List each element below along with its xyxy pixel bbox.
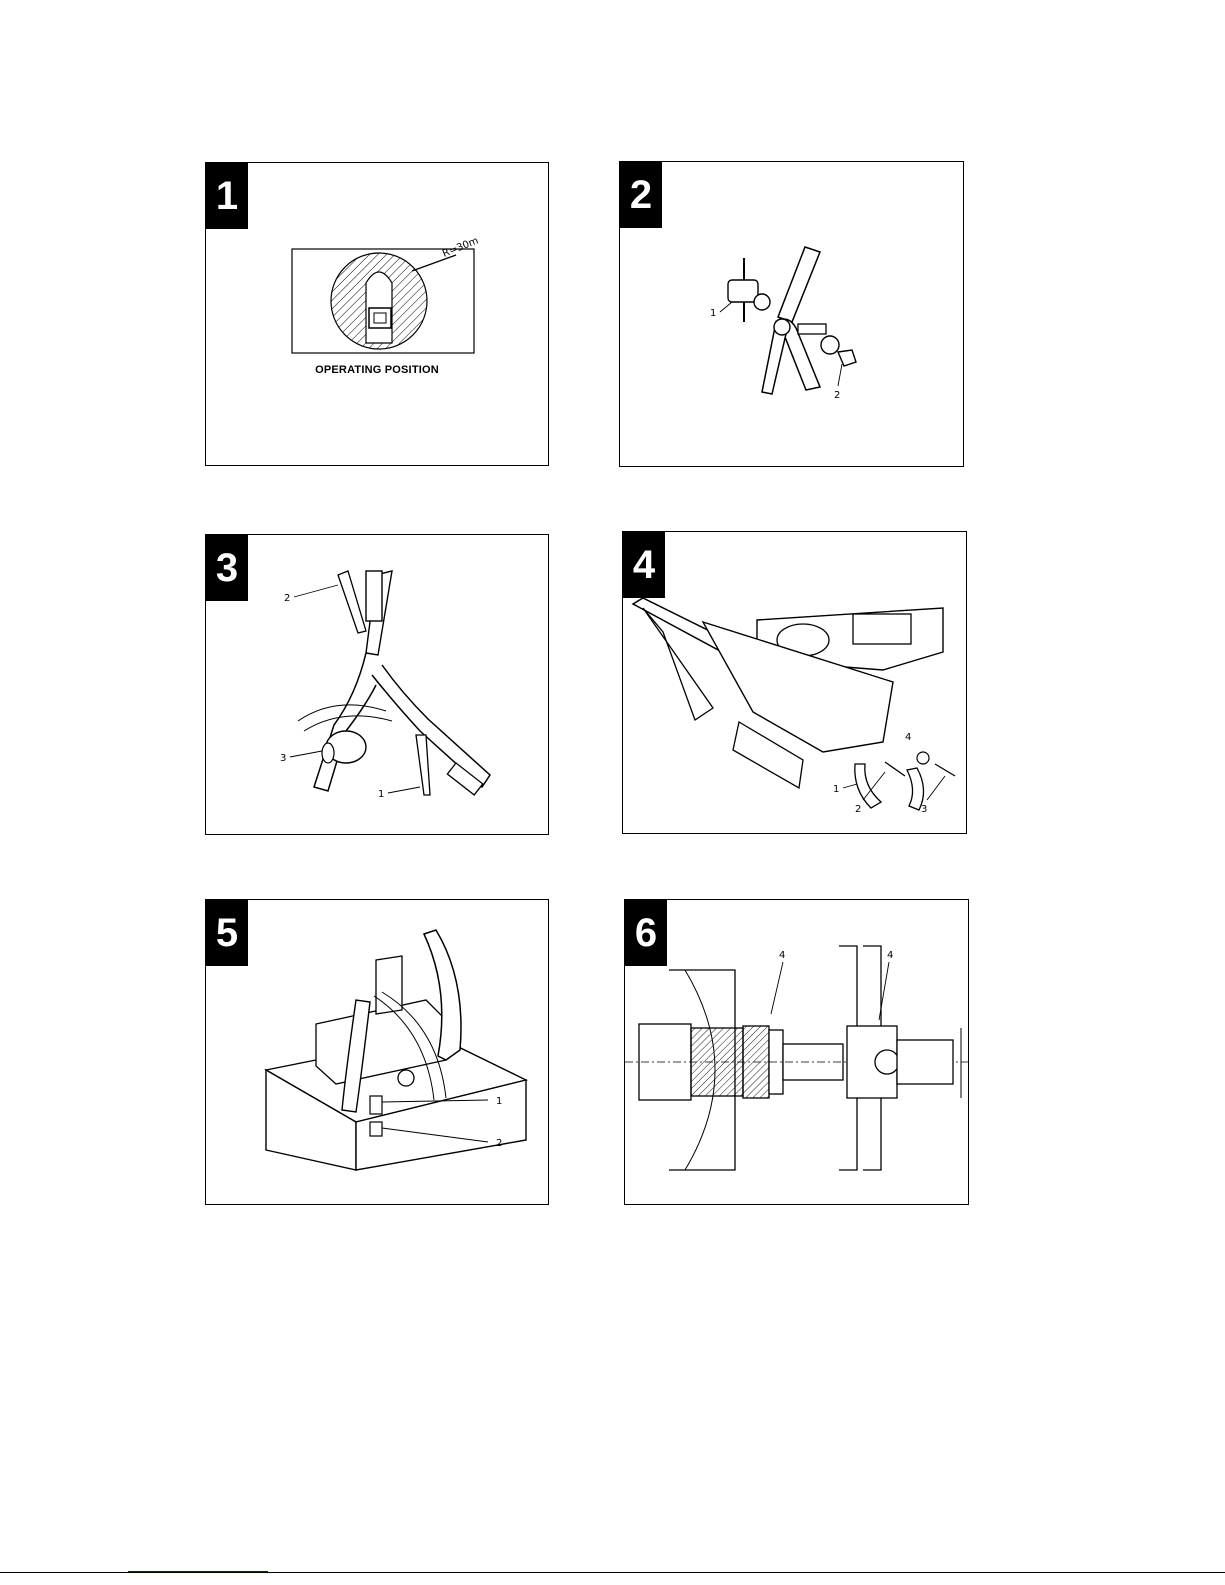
footer-link-underline[interactable] — [128, 1571, 268, 1572]
figure-5-callout-2: 2 — [496, 1138, 503, 1149]
figure-5-number: 5 — [206, 900, 248, 966]
tiller-assembly-diagram — [623, 532, 968, 835]
figure-5-panel — [205, 899, 549, 1205]
figure-4-callout-4: 4 — [905, 732, 912, 743]
figure-3-callout-3: 3 — [280, 753, 287, 764]
figure-4-panel — [622, 531, 967, 834]
footer-rule — [0, 1572, 1225, 1573]
figure-4-number: 4 — [623, 532, 665, 598]
figure-1-panel — [205, 162, 549, 466]
figure-3-panel — [205, 534, 549, 835]
figure-4-callout-1: 1 — [833, 784, 840, 795]
operating-position-diagram — [206, 163, 550, 467]
shaft-cross-section-diagram — [625, 900, 970, 1206]
figure-6-number: 6 — [625, 900, 667, 966]
figure-2-panel — [619, 161, 964, 467]
figure-3-callout-1: 1 — [378, 789, 385, 800]
radius-label: R=30m — [441, 235, 481, 260]
figure-3-number: 3 — [206, 535, 248, 601]
figure-2-callout-2: 2 — [834, 390, 841, 401]
figure-1-number: 1 — [206, 163, 248, 229]
figure-1-caption: OPERATING POSITION — [315, 364, 439, 376]
figure-6-panel — [624, 899, 969, 1205]
figure-4-callout-3: 3 — [921, 804, 928, 815]
handlebar-controls-diagram — [206, 535, 550, 836]
handle-bolt-diagram — [620, 162, 965, 468]
figure-5-callout-1: 1 — [496, 1096, 503, 1107]
figure-4-callout-2: 2 — [855, 804, 862, 815]
figure-6-callout-4-left: 4 — [779, 950, 786, 961]
figure-3-callout-2: 2 — [284, 593, 291, 604]
figure-6-callout-4-right: 4 — [887, 950, 894, 961]
figure-2-number: 2 — [620, 162, 662, 228]
gearbox-mount-diagram — [206, 900, 550, 1206]
figure-2-callout-1: 1 — [710, 308, 717, 319]
